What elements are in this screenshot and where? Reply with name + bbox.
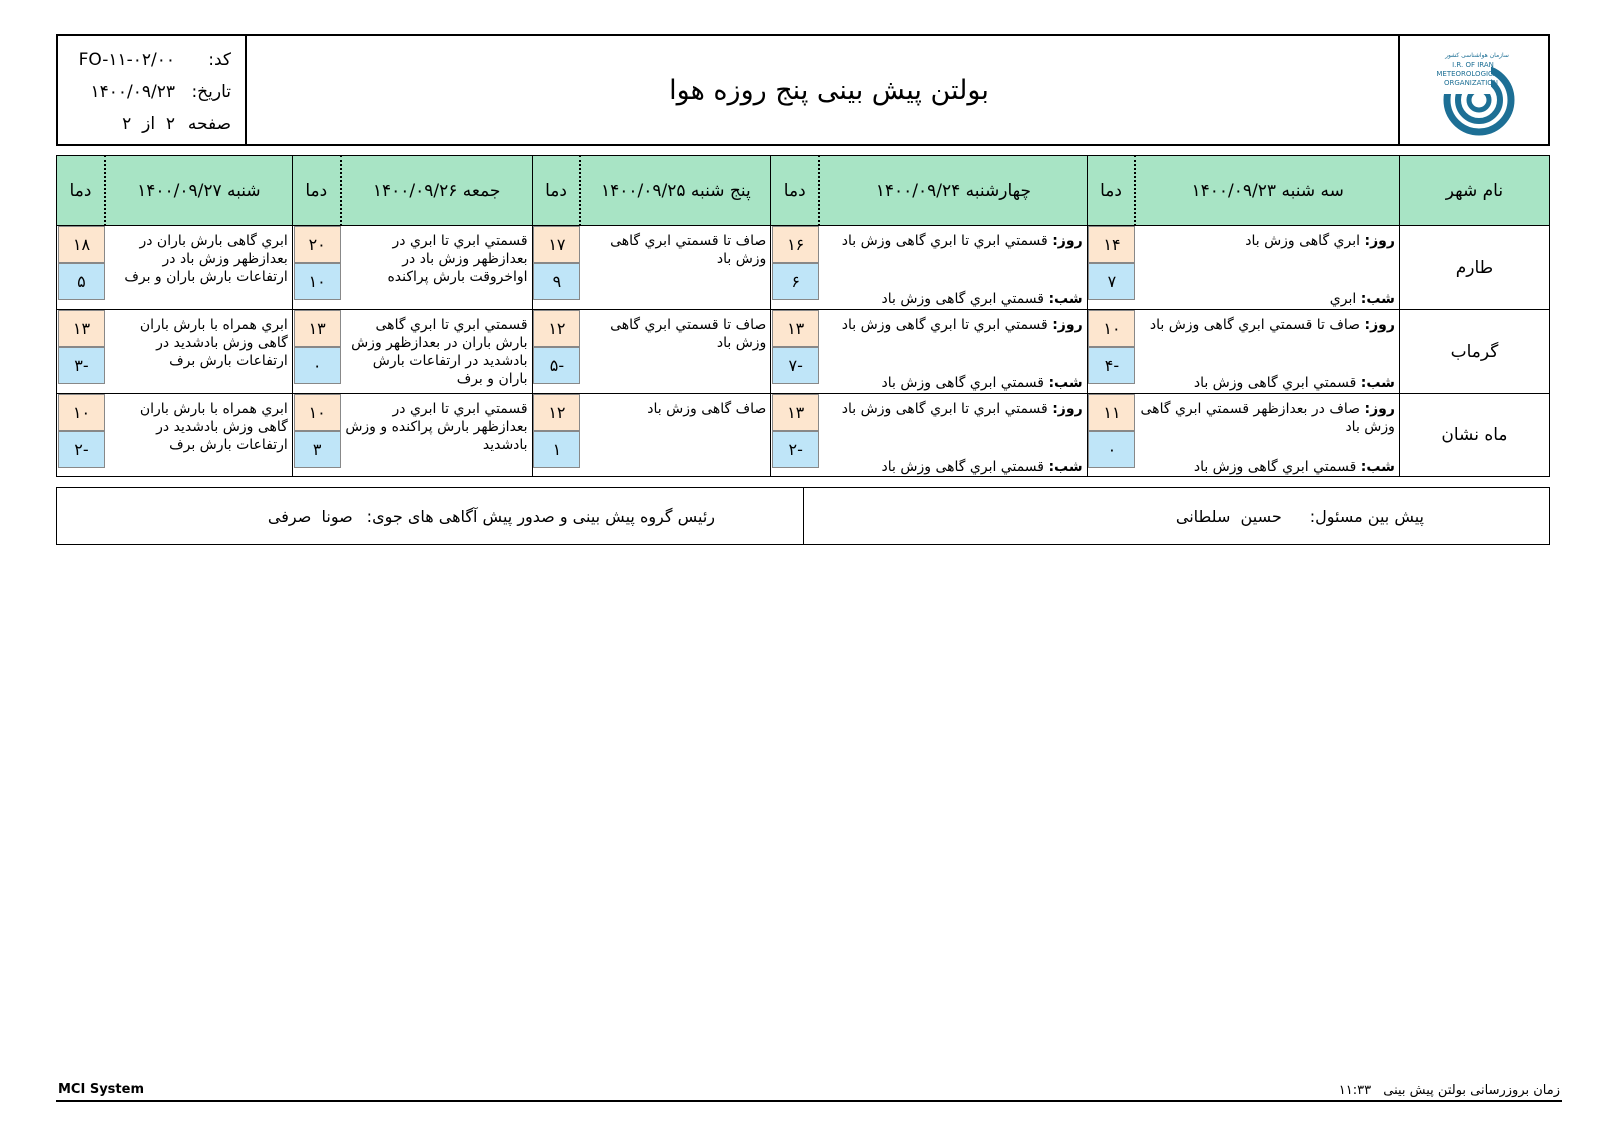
table-row [57,226,1550,310]
max-temperature: ۱۰ [1088,310,1135,347]
max-temperature: ۱۳ [294,310,341,347]
min-temperature: ۹ [533,263,580,300]
max-temperature: ۱۳ [772,310,819,347]
day-header: شنبه ۱۴۰۰/۰۹/۲۷ [105,156,292,226]
date-label: تاریخ: [191,82,231,102]
forecast-description [341,310,532,394]
max-temperature: ۱۸ [58,226,105,263]
forecast-table [56,155,1550,477]
day-header: چهارشنبه ۱۴۰۰/۰۹/۲۴ [819,156,1087,226]
code-value: FO-۱۱-۰۲/۰۰ [78,50,175,70]
day-label: روز: [1052,317,1083,333]
min-temperature: -۲ [58,431,105,468]
day-forecast [823,232,1082,250]
forecast-description [1135,226,1399,310]
temp-header: دما [57,156,105,226]
max-temperature: ۱۷ [533,226,580,263]
max-temperature: ۲۰ [294,226,341,263]
night-forecast [1139,374,1394,392]
temperature-cell [532,226,580,310]
temperature-cell [1087,310,1135,394]
day-label: روز: [1052,401,1083,417]
temperature-cell [771,394,819,477]
code-label: کد: [208,50,231,70]
head-section [57,488,803,544]
logo-line-1: I.R. OF IRAN [1452,61,1494,69]
forecast-description [341,394,532,477]
temperature-cell [292,310,340,394]
signature-box [56,487,1550,545]
forecast-description [580,394,770,477]
forecast-text: صاف گاهی وزش باد [647,401,767,417]
city-header: نام شهر [1399,156,1549,226]
forecast-description [105,394,292,477]
date-row [70,76,231,108]
night-label: شب: [1360,375,1395,391]
day-forecast [1139,232,1394,250]
forecast-text: قسمتي ابري تا ابري در بعدازظهر بارش پراکنده و وزش بادشدید [345,401,528,453]
logo [1398,36,1548,144]
page-label: صفحه [187,114,231,134]
day-night-forecast [823,400,1082,476]
temperature-cell [532,310,580,394]
city-name: طارم [1399,226,1549,310]
min-temperature: ۱۰ [294,263,341,300]
table-row [57,394,1550,477]
day-header: پنج شنبه ۱۴۰۰/۰۹/۲۵ [580,156,770,226]
day-night-forecast [823,316,1082,392]
forecast-description [580,226,770,310]
date-value: ۱۴۰۰/۰۹/۲۳ [90,82,175,102]
logo-line-2: METEOROLOGICAL [1436,70,1502,78]
max-temperature: ۱۱ [1088,394,1135,431]
forecast-text: صاف تا قسمتي ابري گاهی وزش باد [610,233,767,267]
day-night-forecast [823,232,1082,308]
temperature-cell [771,226,819,310]
min-temperature: ۰ [1088,431,1135,468]
forecaster-label: پیش بین مسئول: [1309,506,1424,526]
forecast-description [105,310,292,394]
temperature-cell [57,394,105,477]
forecast-text: قسمتي ابري تا ابري در بعدازظهر وزش باد در اواخروقت بارش پراکنده [387,233,528,285]
forecast-description [819,226,1087,310]
night-forecast [1139,458,1394,476]
night-label: شب: [1048,459,1083,475]
head-name: صونا صرفی [267,506,353,526]
night-label: شب: [1048,375,1083,391]
footer-divider [56,1100,1562,1102]
temperature-cell [1087,394,1135,477]
forecast-description [1135,310,1399,394]
day-forecast-text: ابري گاهی وزش باد [1245,233,1361,249]
day-night-forecast [1139,232,1394,308]
temp-header: دما [771,156,819,226]
forecast-description [819,394,1087,477]
max-temperature: ۱۴ [1088,226,1135,263]
day-label: روز: [1364,233,1395,249]
temp-header: دما [1087,156,1135,226]
day-forecast-text: قسمتي ابري تا ابري گاهی وزش باد [841,401,1048,417]
forecast-text: صاف تا قسمتي ابري گاهی وزش باد [610,317,767,351]
head-label: رئیس گروه پیش بینی و صدور پیش آگاهی های جوی: [366,506,715,526]
city-name: ماه نشان [1399,394,1549,477]
day-forecast [823,400,1082,418]
page-value: ۲ از ۲ [122,114,175,134]
bulletin-header [56,34,1550,146]
temp-header: دما [532,156,580,226]
day-header: سه شنبه ۱۴۰۰/۰۹/۲۳ [1135,156,1399,226]
temperature-cell [57,226,105,310]
forecast-description [580,310,770,394]
day-forecast-text: صاف تا قسمتي ابري گاهی وزش باد [1149,317,1361,333]
day-forecast-text: قسمتي ابري تا ابري گاهی وزش باد [841,317,1048,333]
min-temperature: -۷ [772,347,819,384]
night-forecast-text: قسمتي ابري گاهی وزش باد [881,291,1044,307]
forecast-description [819,310,1087,394]
day-forecast-text: قسمتي ابري تا ابري گاهی وزش باد [841,233,1048,249]
forecast-description [1135,394,1399,477]
temperature-cell [771,310,819,394]
day-label: روز: [1052,233,1083,249]
update-time-note [1339,1083,1560,1098]
day-forecast [1139,400,1394,436]
temperature-cell [57,310,105,394]
temperature-cell [1087,226,1135,310]
page-title: بولتن پیش بینی پنج روزه هوا [669,74,989,106]
forecaster-section [803,488,1549,544]
page-row [70,108,231,140]
max-temperature: ۱۳ [58,310,105,347]
night-forecast-text: قسمتي ابري گاهی وزش باد [881,459,1044,475]
max-temperature: ۱۲ [533,394,580,431]
temperature-cell [532,394,580,477]
max-temperature: ۱۰ [58,394,105,431]
temperature-cell [292,394,340,477]
night-forecast [823,290,1082,308]
logo-line-3: ORGANIZATION [1443,79,1499,87]
night-label: شب: [1360,291,1395,307]
night-forecast-text: قسمتي ابري گاهی وزش باد [881,375,1044,391]
day-forecast [823,316,1082,334]
city-name: گرماب [1399,310,1549,394]
document-meta [58,36,247,144]
logo-persian-text: سازمان هواشناسی کشور [1445,52,1509,59]
max-temperature: ۱۶ [772,226,819,263]
min-temperature: -۴ [1088,347,1135,384]
night-label: شب: [1360,459,1395,475]
day-forecast [1139,316,1394,334]
forecast-text: ابري همراه با بارش باران گاهی وزش بادشدید در ارتفاعات بارش برف [139,401,288,453]
forecast-description [105,226,292,310]
min-temperature: ۰ [294,347,341,384]
table-header-row [57,156,1550,226]
max-temperature: ۱۲ [533,310,580,347]
day-forecast-text: صاف در بعدازظهر قسمتي ابري گاهی وزش باد [1140,401,1395,435]
system-name: MCI System [58,1082,144,1097]
day-header: جمعه ۱۴۰۰/۰۹/۲۶ [341,156,532,226]
night-forecast [823,458,1082,476]
forecast-text: ابري همراه با بارش باران گاهی وزش بادشدید در ارتفاعات بارش برف [139,317,288,369]
table-row [57,310,1550,394]
update-time: ۱۱:۳۳ [1338,1083,1372,1098]
forecast-description [341,226,532,310]
night-forecast-text: ابري [1329,291,1357,307]
min-temperature: -۲ [772,431,819,468]
day-label: روز: [1364,401,1395,417]
min-temperature: ۵ [58,263,105,300]
min-temperature: -۵ [533,347,580,384]
night-forecast-text: قسمتي ابري گاهی وزش باد [1193,459,1357,475]
forecaster-name: حسین سلطانی [1175,506,1282,526]
night-forecast [823,374,1082,392]
max-temperature: ۱۰ [294,394,341,431]
min-temperature: ۱ [533,431,580,468]
min-temperature: ۳ [294,431,341,468]
min-temperature: ۷ [1088,263,1135,300]
code-row [70,44,231,76]
temp-header: دما [292,156,340,226]
night-forecast-text: قسمتي ابري گاهی وزش باد [1193,375,1357,391]
night-label: شب: [1048,291,1083,307]
max-temperature: ۱۳ [772,394,819,431]
temperature-cell [292,226,340,310]
day-night-forecast [1139,400,1394,476]
min-temperature: ۶ [772,263,819,300]
update-label: زمان بروزرسانی بولتن پیش بینی [1383,1083,1560,1098]
forecast-text: قسمتي ابري تا ابري گاهی بارش باران در بعدازظهر وزش بادشدید در ارتفاعات بارش باران و برف [351,317,528,387]
min-temperature: -۳ [58,347,105,384]
day-night-forecast [1139,316,1394,392]
night-forecast [1139,290,1394,308]
meteorological-organization-logo-icon [1409,42,1539,138]
forecast-text: ابري گاهی بارش باران در بعدازظهر وزش باد در ارتفاعات بارش باران و برف [124,233,288,285]
day-label: روز: [1364,317,1395,333]
